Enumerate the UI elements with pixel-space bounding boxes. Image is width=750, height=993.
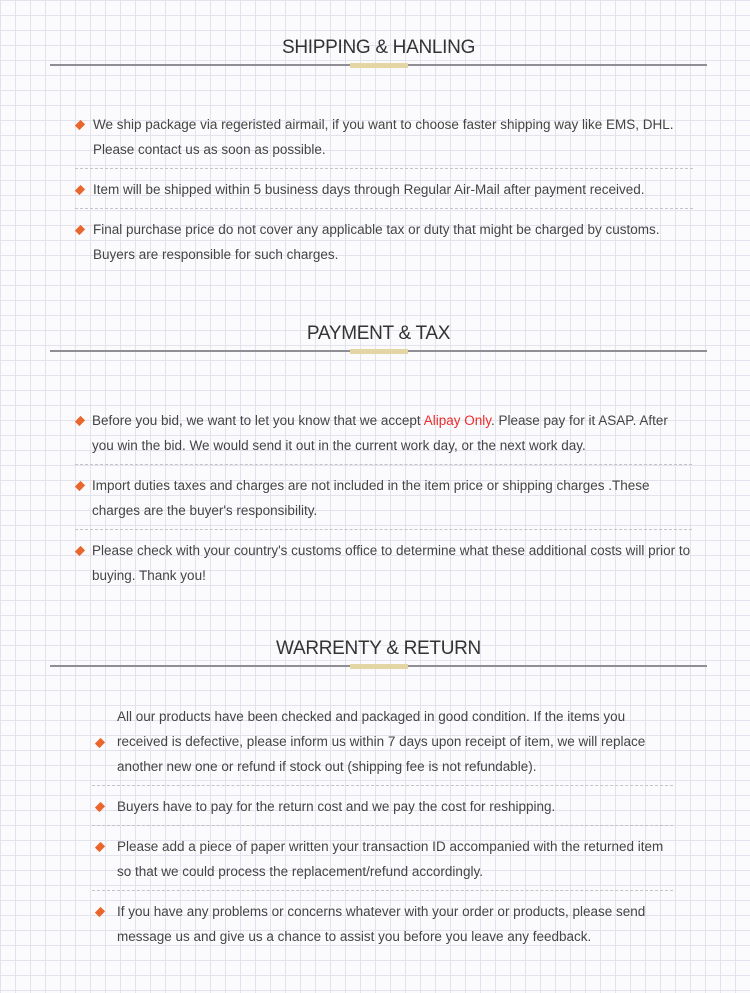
alipay-highlight: Alipay Only (423, 413, 491, 428)
bullet-diamond-icon (95, 802, 105, 812)
item-text: If you have any problems or concerns whatever with your order or products, please send message us and give us a chance to assist you before you leave any feedback. (117, 904, 646, 944)
list-item (75, 538, 692, 594)
list-item (92, 794, 673, 826)
bullet-diamond-icon (95, 842, 105, 852)
warranty-title: WARRENTY & RETURN (276, 638, 481, 659)
bullet-diamond-icon (75, 481, 85, 491)
item-text: Import duties taxes and charges are not included in the item price or shipping charges .These charges are the buyer's responsibility. (92, 478, 650, 518)
shipping-title: SHIPPING & HANLING (281, 37, 476, 58)
item-text: We ship package via regeristed airmail, if you want to choose faster shipping way like EMS, DHL. Please contact us as soon as possible. (93, 117, 674, 157)
payment-title: PAYMENT & TAX (306, 323, 451, 344)
list-item (75, 473, 692, 530)
list-item (75, 408, 692, 465)
divider-accent (350, 63, 408, 68)
list-item (92, 834, 673, 891)
list-item (92, 704, 673, 786)
list-item (75, 217, 693, 273)
item-text: Item will be shipped within 5 business days through Regular Air-Mail after payment received. (93, 182, 645, 197)
section-divider (50, 64, 707, 66)
item-text-end: . Please pay for it ASAP. After you win the bid. We would send it out in the current work day, or the next work day. (92, 413, 668, 453)
list-item (75, 112, 693, 169)
payment-section (50, 322, 707, 352)
item-text: Please add a piece of paper written your transaction ID accompanied with the returned item so that we could process the replacement/refund accordingly. (117, 839, 664, 879)
bullet-diamond-icon (95, 907, 105, 917)
warranty-section (50, 637, 707, 667)
item-text: Please check with your country's customs office to determine what these additional costs will prior to buying. Thank you! (92, 543, 691, 583)
item-text-start: Before you bid, we want to let you know that we accept (92, 413, 424, 428)
bullet-diamond-icon (75, 225, 85, 235)
list-item (75, 177, 693, 209)
bullet-diamond-icon (95, 738, 105, 748)
divider-accent (350, 349, 408, 354)
item-text: Buyers have to pay for the return cost and we pay the cost for reshipping. (117, 799, 556, 814)
section-divider (50, 350, 707, 352)
divider-accent (350, 664, 408, 669)
shipping-section (50, 36, 707, 66)
list-item (92, 899, 673, 955)
bullet-diamond-icon (75, 546, 85, 556)
bullet-diamond-icon (75, 416, 85, 426)
section-divider (50, 665, 707, 667)
bullet-diamond-icon (75, 185, 85, 195)
item-text: Final purchase price do not cover any applicable tax or duty that might be charged by customs. Buyers are responsible for such charges. (93, 222, 660, 262)
item-text: All our products have been checked and packaged in good condition. If the items you received is defective, please inform us within 7 days upon receipt of item, we will replace another new one or refund if stock out (shipping fee is not refundable). (117, 709, 646, 774)
bullet-diamond-icon (75, 120, 85, 130)
